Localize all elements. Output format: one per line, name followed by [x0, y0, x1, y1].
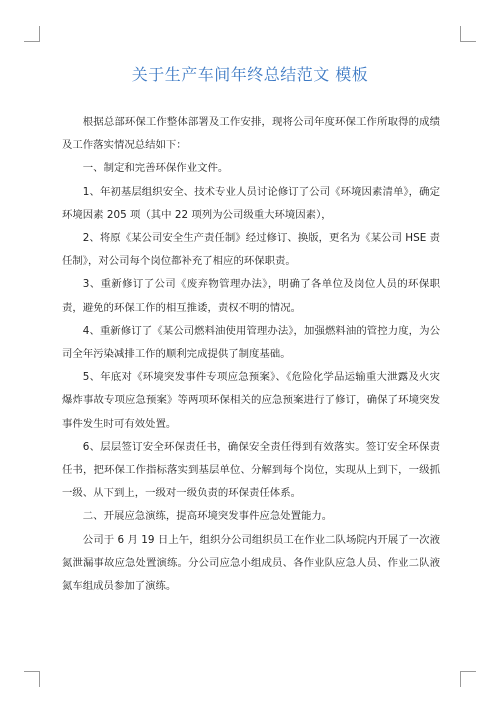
paragraph-item-5: 5、年底对《环境突发事件专项应急预案》、《危险化学品运输重大泄露及火灾爆炸事故专项应急预案》等两项环保相关的应急预案进行了修订，确保了环境突发事件发生时可有效处置。 — [62, 371, 440, 430]
paragraph-drill: 公司于 6 月 19 日上午，组织分公司组织员工在作业二队场院内开展了一次液氮泄漏事故应急处置演练。分公司应急小组成员、各作业队应急人员、作业二队液氮车组成员参加了演练。 — [62, 533, 440, 593]
paragraph-intro: 根据总部环保工作整体部署及工作安排，现将公司年度环保工作所取得的成绩及工作落实情况总结如下： — [62, 116, 440, 152]
section-heading-1: 一、制定和完善环保作业文件。 — [82, 162, 229, 175]
crop-mark-bottom-left — [24, 671, 40, 672]
paragraph-item-3: 3、重新修订了公司《废弃物管理办法》，明确了各单位及岗位人员的环保职责，避免的环保工作的相互推诿，责权不明的情况。 — [62, 278, 440, 314]
crop-mark-top-right — [460, 26, 461, 42]
paragraph-item-6: 6、层层签订安全环保责任书，确保安全责任得到有效落实。签订安全环保责任书，把环保工作指标落实到基层单位、分解到每个岗位，实现从上到下，一级抓一级、从下到上，一级对一级负责的环保责任体系。 — [62, 440, 440, 500]
crop-mark-bottom-right — [460, 671, 461, 687]
document-title: 关于生产车间年终总结范文 模板 — [131, 65, 369, 84]
document-body — [62, 111, 440, 598]
paragraph-item-2: 2、将原《某公司安全生产责任制》经过修订、换版，更名为《某公司 HSE 责任制》，对公司每个岗位都补充了相应的环保职责。 — [62, 232, 440, 268]
crop-mark-top-right — [460, 41, 476, 42]
crop-mark-bottom-right — [460, 671, 476, 672]
paragraph-item-4: 4、重新修订了《某公司燃料油使用管理办法》，加强燃料油的管控力度，为公司全年污染减排工作的顺利完成提供了制度基础。 — [62, 324, 440, 361]
crop-mark-top-left — [39, 26, 40, 42]
paragraph-item-1: 1、年初基层组织安全、技术专业人员讨论修订了公司《环境因素清单》，确定环境因素 205 项（其中 22 项列为公司级重大环境因素）， — [62, 185, 440, 221]
crop-mark-top-left — [24, 41, 40, 42]
crop-mark-bottom-left — [39, 671, 40, 687]
section-heading-2: 二、开展应急演练，提高环境突发事件应急处置能力。 — [82, 510, 333, 523]
